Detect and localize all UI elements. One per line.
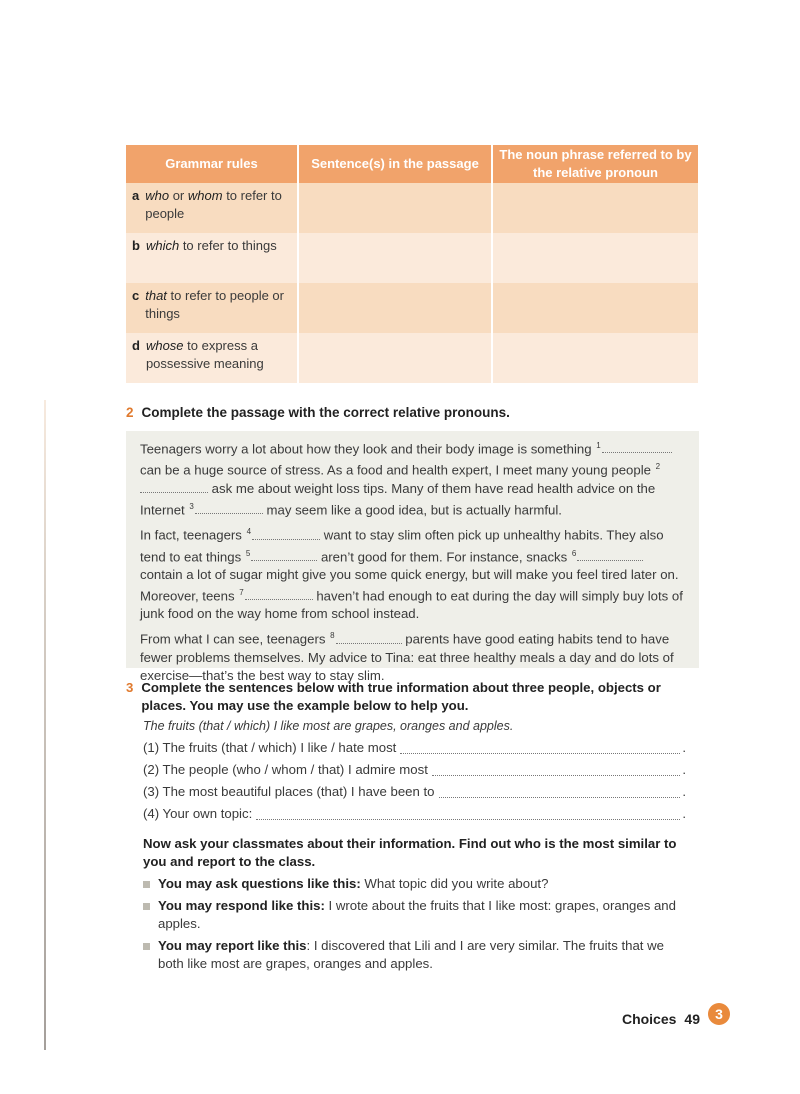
- table-row: c that to refer to people or things: [126, 283, 698, 333]
- example-sentence: The fruits (that / which) I like most are grapes, oranges and apples.: [143, 719, 514, 733]
- noun-phrase-cell[interactable]: [492, 283, 698, 333]
- passage-box: [126, 431, 699, 683]
- rule-letter: b: [132, 238, 140, 253]
- square-bullet-icon: [143, 943, 150, 950]
- header-noun-phrase: The noun phrase referred to by the relative pronoun: [492, 145, 698, 183]
- exercise-3-instruction: 3 Complete the sentences below with true information about three people, objects or places. You may use the example below to help you.: [126, 680, 661, 713]
- table-row: d whose to express a possessive meaning: [126, 333, 698, 383]
- list-item: You may respond like this: I wrote about the fruits that I like most: grapes, oranges and apples.: [143, 897, 686, 933]
- unit-title: Choices: [621, 1011, 677, 1027]
- passage-paragraph: From what I can see, teenagers $^8$ parents have good eating habits tend to have fewer problems themselves. My advice to Tina: eat three healthy meals a day and do lots of exercise—that’s the best way to stay slim.: [140, 631, 674, 683]
- rule-letter: d: [132, 338, 140, 353]
- exercise-2-instruction: 2 Complete the passage with the correct relative pronouns.: [126, 405, 510, 420]
- square-bullet-icon: [143, 881, 150, 888]
- chapter-badge: 3: [708, 1003, 730, 1025]
- sentence-cell[interactable]: [298, 283, 492, 333]
- blank-3[interactable]: [195, 501, 263, 514]
- header-sentences: Sentence(s) in the passage: [298, 145, 492, 183]
- answer-line[interactable]: [256, 807, 680, 820]
- blank-5[interactable]: [251, 548, 317, 561]
- rule-letter: a: [132, 188, 140, 203]
- sentence-cell[interactable]: [298, 233, 492, 283]
- blank-7[interactable]: [245, 587, 313, 600]
- page-margin-line: [44, 400, 46, 1050]
- list-item: You may ask questions like this: What topic did you write about?: [143, 875, 686, 893]
- square-bullet-icon: [143, 903, 150, 910]
- noun-phrase-cell[interactable]: [492, 183, 698, 233]
- list-item: (3) The most beautiful places (that) I have been to .: [143, 784, 686, 799]
- noun-phrase-cell[interactable]: [492, 333, 698, 383]
- exercise-number: 2: [126, 405, 134, 420]
- blank-2[interactable]: [140, 480, 208, 493]
- exercise-number: 3: [126, 680, 134, 695]
- answer-line[interactable]: [400, 741, 680, 754]
- list-item: You may report like this: I discovered that Lili and I are very similar. The fruits that we both like most are grapes, oranges and apples.: [143, 937, 686, 973]
- rule-letter: c: [132, 288, 140, 303]
- passage-paragraph: Teenagers worry a lot about how they look and their body image is something $^1$ can be a huge source of stress. As a food and health expert, I meet many young people $^2$ ask me about weight loss tips. Many of them have read health advice on the Internet $^3$ may seem like a good idea, but is actually harmful.: [140, 437, 685, 519]
- blank-8[interactable]: [336, 631, 402, 644]
- sentence-cell[interactable]: [298, 183, 492, 233]
- page-footer: [621, 1006, 730, 1027]
- table-row: a who or whom to refer to people: [126, 183, 698, 233]
- answer-line[interactable]: [439, 785, 681, 798]
- table-row: b which to refer to things: [126, 233, 698, 283]
- discussion-instruction: Now ask your classmates about their information. Find out who is the most similar to you and report to the class.: [143, 836, 677, 869]
- answer-line[interactable]: [432, 763, 680, 776]
- header-grammar-rules: Grammar rules: [126, 145, 298, 183]
- blank-4[interactable]: [252, 527, 320, 540]
- sentence-cell[interactable]: [298, 333, 492, 383]
- blank-6[interactable]: [577, 548, 643, 561]
- passage-paragraph: In fact, teenagers $^4$ want to stay slim often pick up unhealthy habits. They also tend to eat things $^5$ aren’t good for them. For instance, snacks $^6$ contain a lot of sugar might give you some quick energy, but will make you feel tired later on. Moreover, teens $^7$ haven’t had enough to eat during the day will simply buy lots of junk food on the way home from school instead.: [140, 527, 683, 622]
- noun-phrase-cell[interactable]: [492, 233, 698, 283]
- list-item: (4) Your own topic: .: [143, 806, 686, 821]
- list-item: (1) The fruits (that / which) I like / hate most .: [143, 740, 686, 755]
- grammar-rules-table: [126, 145, 698, 383]
- blank-1[interactable]: [602, 440, 672, 453]
- page-number: 49: [684, 1011, 700, 1027]
- exercise-3: [126, 679, 686, 973]
- list-item: (2) The people (who / whom / that) I admire most .: [143, 762, 686, 777]
